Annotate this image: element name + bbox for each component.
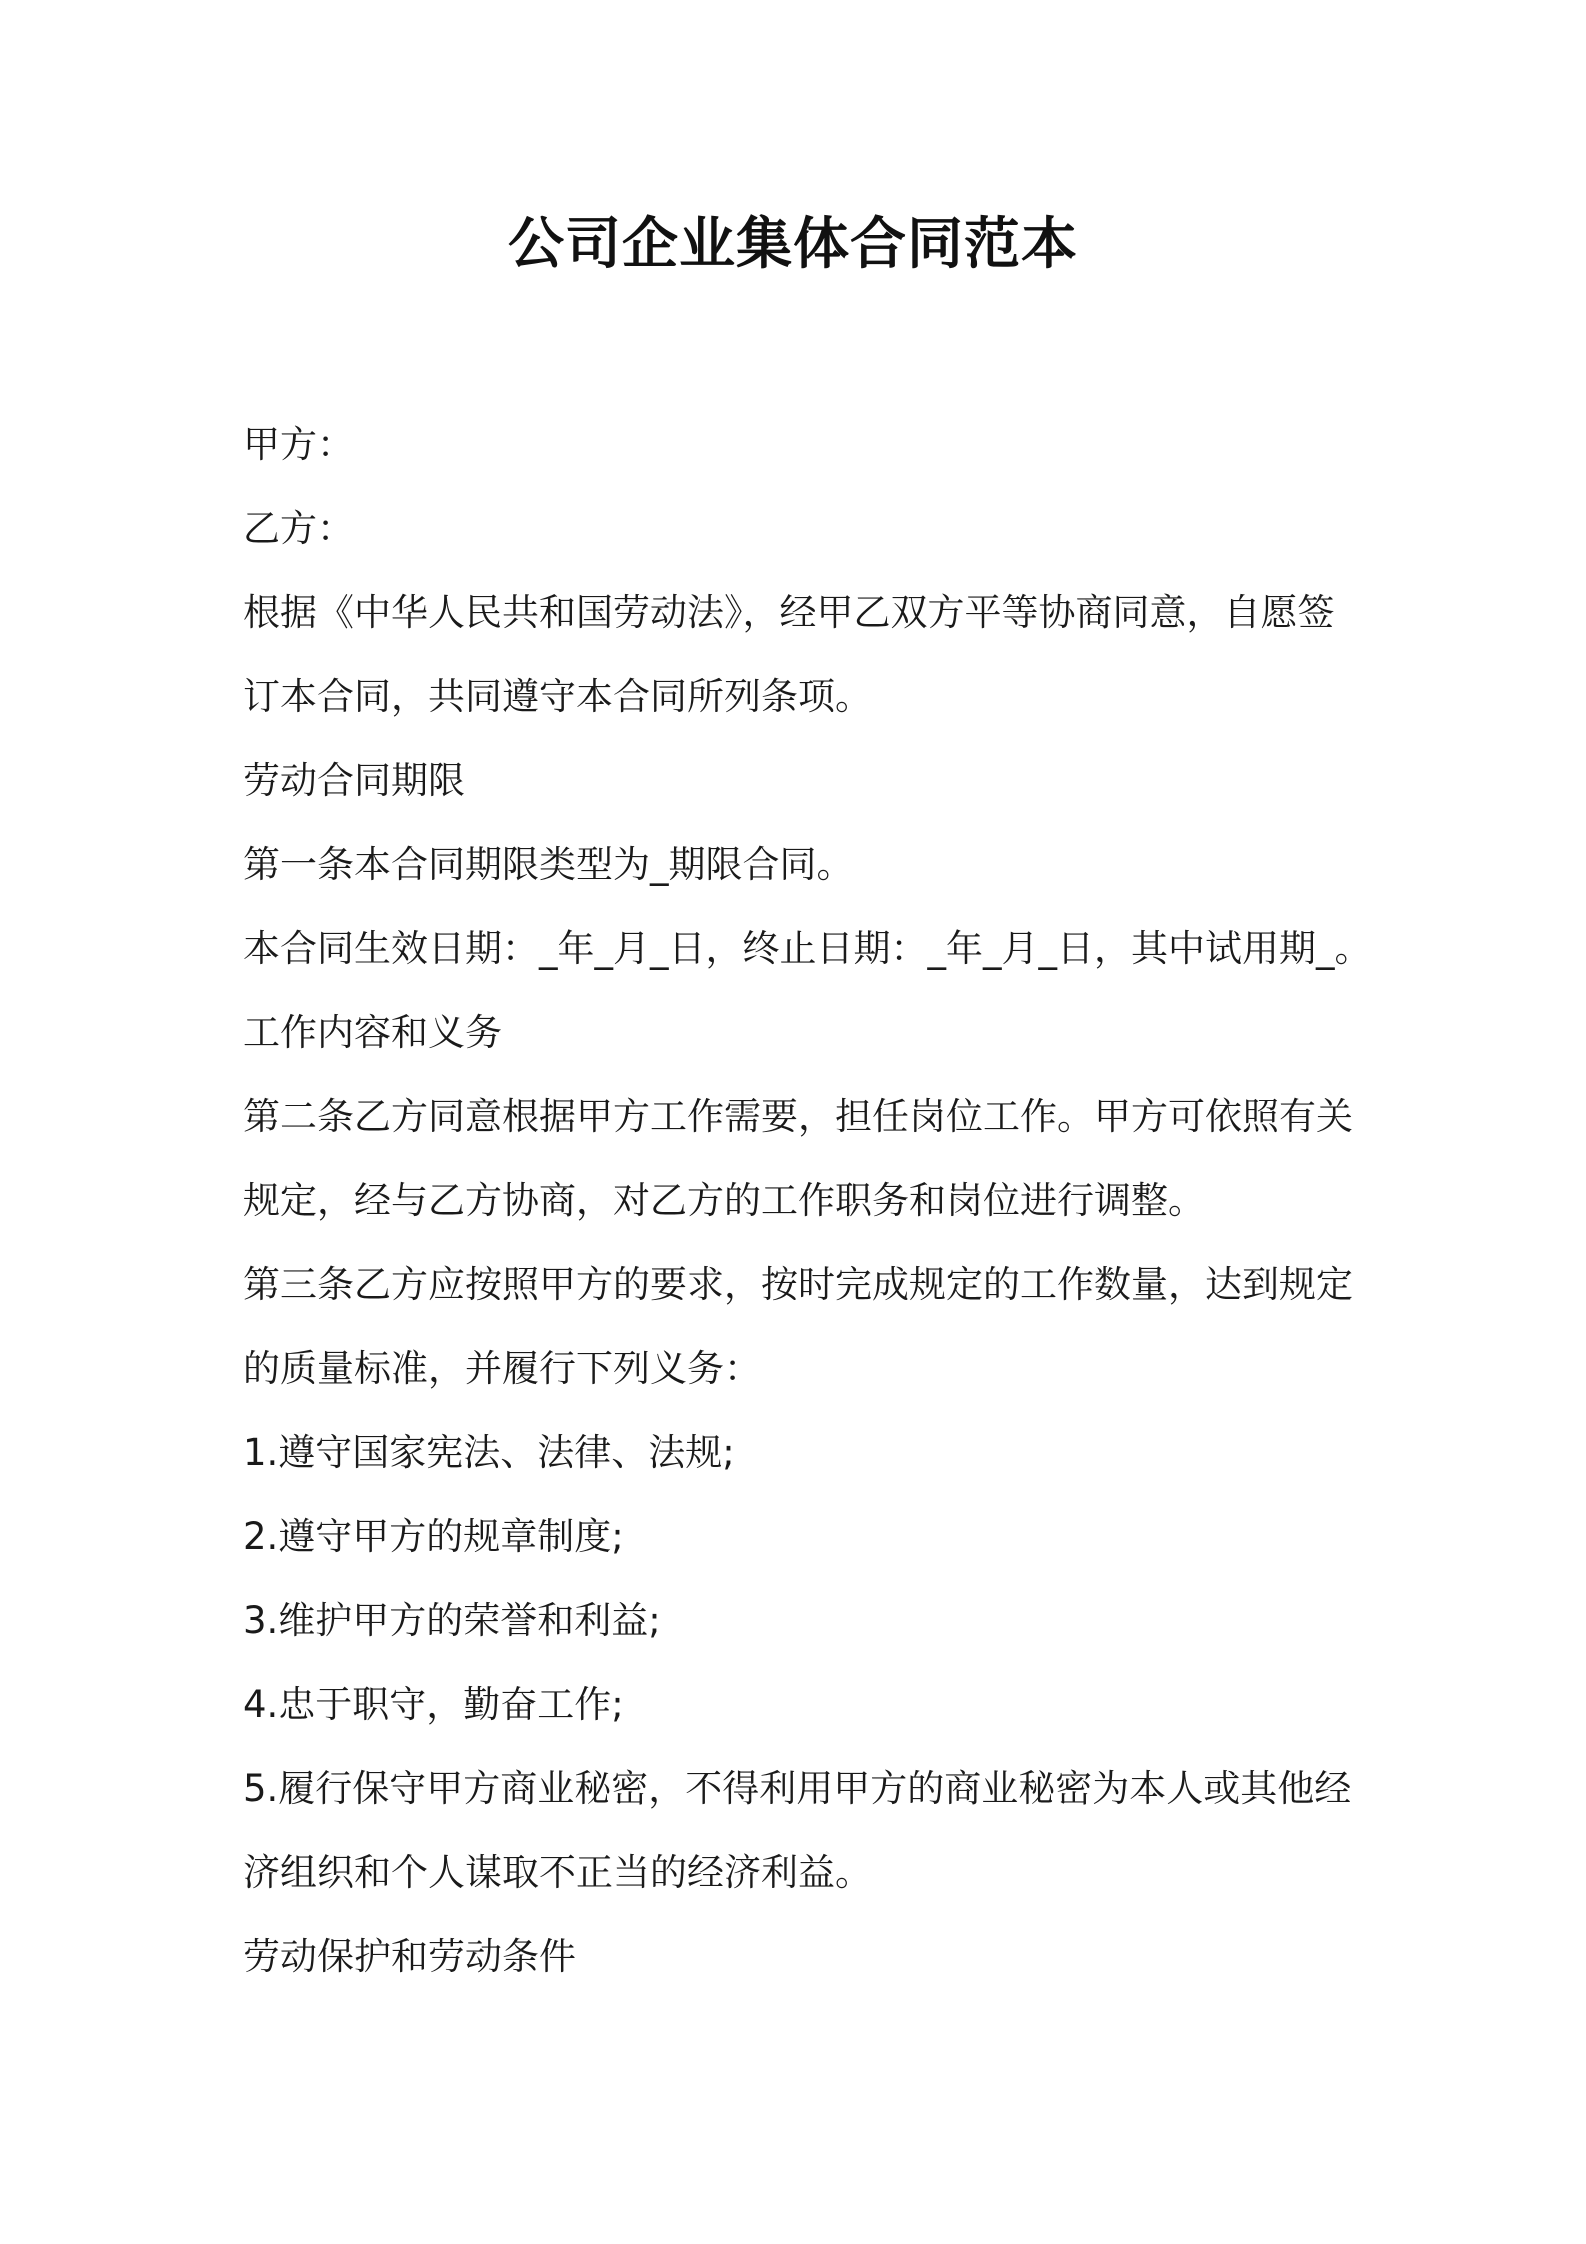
duty-item-5-line-2: 济组织和个人谋取不正当的经济利益。 xyxy=(243,1851,872,1894)
section-heading-term: 劳动合同期限 xyxy=(243,759,465,802)
duty-item-1: 1.遵守国家宪法、法律、法规; xyxy=(243,1431,735,1474)
party-b-line: 乙方： xyxy=(243,507,354,550)
document-title: 公司企业集体合同范本 xyxy=(508,212,1078,277)
party-a-line: 甲方： xyxy=(243,423,354,466)
article-2-line-2: 规定，经与乙方协商，对乙方的工作职务和岗位进行调整。 xyxy=(243,1179,1205,1222)
section-heading-duties: 工作内容和义务 xyxy=(243,1011,502,1054)
duty-item-4: 4.忠于职守，勤奋工作; xyxy=(243,1683,624,1726)
article-2-line-1: 第二条乙方同意根据甲方工作需要，担任岗位工作。甲方可依照有关 xyxy=(243,1095,1353,1138)
article-1: 第一条本合同期限类型为_期限合同。 xyxy=(243,843,854,886)
duty-item-2: 2.遵守甲方的规章制度; xyxy=(243,1515,624,1558)
preamble-line-1: 根据《中华人民共和国劳动法》，经甲乙双方平等协商同意，自愿签 xyxy=(243,591,1335,634)
duty-item-5-line-1: 5.履行保守甲方商业秘密，不得利用甲方的商业秘密为本人或其他经 xyxy=(243,1767,1352,1810)
section-heading-protection: 劳动保护和劳动条件 xyxy=(243,1935,576,1978)
document-body xyxy=(243,403,1372,1999)
effective-dates-line: 本合同生效日期：_年_月_日，终止日期：_年_月_日，其中试用期_。 xyxy=(243,927,1372,970)
duty-item-3: 3.维护甲方的荣誉和利益; xyxy=(243,1599,661,1642)
article-3-line-1: 第三条乙方应按照甲方的要求，按时完成规定的工作数量，达到规定 xyxy=(243,1263,1353,1306)
article-3-line-2: 的质量标准，并履行下列义务： xyxy=(243,1347,761,1390)
preamble-line-2: 订本合同，共同遵守本合同所列条项。 xyxy=(243,675,872,718)
